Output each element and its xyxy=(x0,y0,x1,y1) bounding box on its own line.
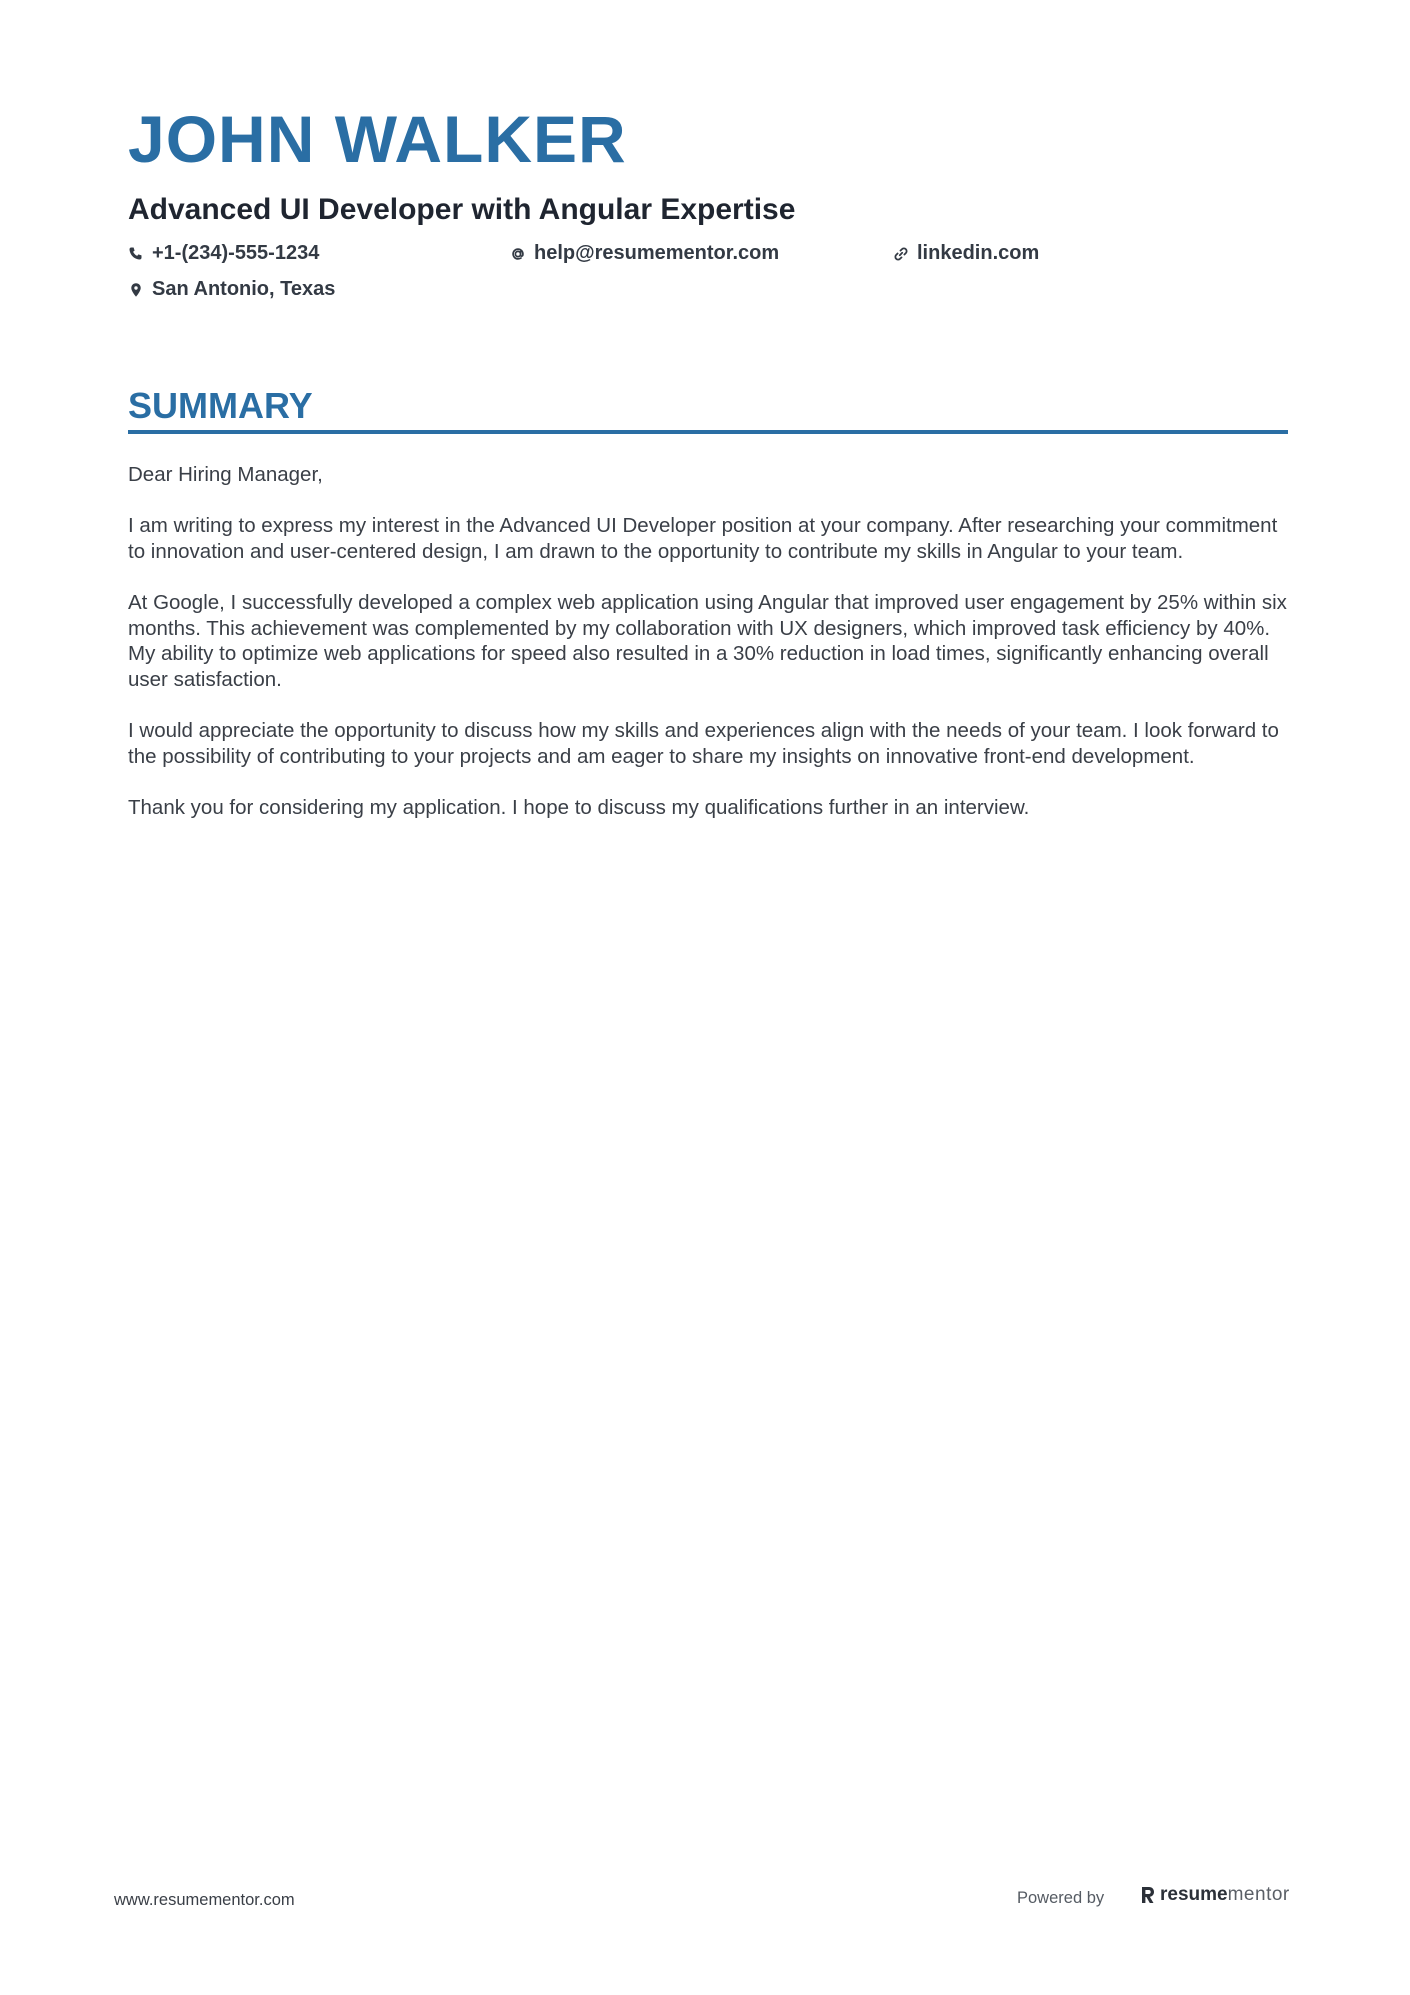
contact-phone xyxy=(128,242,319,265)
cover-letter-body xyxy=(128,462,1294,846)
contact-link xyxy=(893,242,1039,265)
contact-location-text: San Antonio, Texas xyxy=(152,278,336,300)
brand-name-light: mentor xyxy=(1227,1884,1290,1905)
summary-heading: SUMMARY xyxy=(128,385,313,426)
letter-paragraph: I would appreciate the opportunity to discuss how my skills and experiences align with the needs of your team. I look forward to the possibility of contributing to your projects and am eager to share my insights on innovative front-end development. xyxy=(128,718,1279,768)
contact-location xyxy=(128,278,335,301)
contact-email xyxy=(510,242,779,265)
link-icon xyxy=(893,246,909,262)
candidate-name: JOHN WALKER xyxy=(128,102,627,176)
brand-name-bold: resume xyxy=(1160,1884,1228,1905)
letter-paragraph: Thank you for considering my application. I hope to discuss my qualifications further in an interview. xyxy=(128,795,1030,819)
phone-icon xyxy=(128,246,144,262)
resumementor-logo-icon xyxy=(1140,1885,1156,1905)
contact-email-text[interactable]: help@resumementor.com xyxy=(534,242,780,264)
letter-paragraph: I am writing to express my interest in the Advanced UI Developer position at your company. After researching your commitment to innovation and user-centered design, I am drawn to the opportunity to contribute my skills in Angular to your team. xyxy=(128,514,1278,563)
letter-paragraph: At Google, I successfully developed a complex web application using Angular that improved user engagement by 25% within six months. This achievement was complemented by my collaboration with UX designers, which improved task efficiency by 40%. My ability to optimize web applications for speed also resulted in a 30% reduction in load times, significantly enhancing overall user satisfaction. xyxy=(128,590,1287,691)
brand-logo[interactable] xyxy=(1140,1884,1290,1906)
at-icon xyxy=(510,246,526,262)
contact-phone-text: +1-(234)-555-1234 xyxy=(152,242,320,264)
section-divider xyxy=(128,430,1288,434)
contact-link-text[interactable]: linkedin.com xyxy=(917,242,1040,264)
location-pin-icon xyxy=(128,282,144,298)
candidate-headline: Advanced UI Developer with Angular Expertise xyxy=(128,193,796,226)
letter-paragraph: Dear Hiring Manager, xyxy=(128,463,323,486)
footer-website[interactable]: www.resumementor.com xyxy=(114,1891,295,1909)
powered-by-label: Powered by xyxy=(1017,1889,1105,1907)
